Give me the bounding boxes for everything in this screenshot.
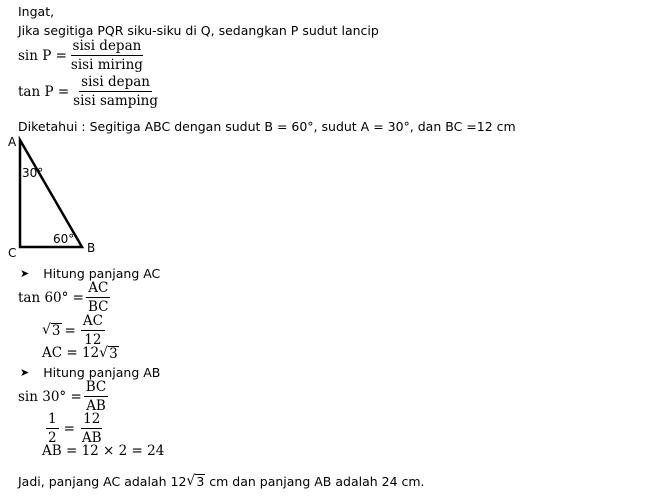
- step2-line2-num: 12: [83, 411, 101, 427]
- radical-icon: √: [99, 344, 109, 361]
- step2-line1-den: AB: [86, 398, 106, 414]
- ac-sqrt-expression: [99, 346, 119, 361]
- step2-line2-fraction: [80, 411, 104, 446]
- triangle-abc: [20, 140, 82, 247]
- sine-denominator: sisi miring: [70, 57, 143, 73]
- step2-line2-den: AB: [81, 430, 102, 446]
- ac-radicand: 3: [109, 345, 118, 362]
- arrowhead-bullet-icon: ➤: [20, 267, 30, 280]
- step2-line3: AB = 12 × 2 = 24: [42, 443, 165, 459]
- sqrt3-radicand: 3: [51, 323, 61, 339]
- step1-line3: [42, 345, 119, 361]
- radical-icon: √: [42, 322, 51, 338]
- step2-line1-num: BC: [85, 379, 107, 395]
- tangent-denominator: sisi samping: [73, 93, 159, 109]
- step1-title-text: Hitung panjang AC: [43, 266, 161, 281]
- angle-b-label: 60°: [53, 232, 75, 246]
- step1-line2-num: AC: [82, 313, 103, 329]
- step2-line1-fraction: [84, 379, 109, 414]
- step1-line2-equals: =: [64, 322, 76, 339]
- sine-numerator: sisi depan: [72, 38, 142, 54]
- step1-line1-num: AC: [88, 280, 109, 296]
- conclusion-part1: Jadi, panjang AC adalah 12: [18, 474, 187, 489]
- intro-rule: Jika segitiga PQR siku-siku di Q, sedangkan P sudut lancip: [18, 23, 379, 38]
- step1-line1: [18, 280, 113, 315]
- conclusion-radicand: 3: [196, 474, 205, 489]
- sine-fraction: [69, 38, 145, 73]
- tangent-lhs: tan P =: [18, 83, 70, 100]
- step1-line2-den: 12: [84, 332, 102, 348]
- vertex-c-label: C: [8, 246, 17, 260]
- step2-title-text: Hitung panjang AB: [43, 365, 161, 380]
- tangent-numerator: sisi depan: [81, 74, 150, 90]
- angle-a-label: 30°: [22, 166, 44, 180]
- step2-line1-lhs: sin 30° =: [18, 388, 82, 405]
- sqrt3-expression: [42, 323, 62, 338]
- arrowhead-bullet-icon: ➤: [20, 366, 30, 379]
- conclusion: [18, 474, 425, 489]
- vertex-b-label: B: [87, 241, 96, 255]
- radical-icon: √: [186, 473, 196, 489]
- step2-line1: [18, 379, 110, 414]
- step1-line2-fraction: [81, 313, 105, 348]
- tangent-definition: [18, 74, 162, 109]
- step1-line1-fraction: [86, 280, 111, 315]
- given-statement: Diketahui : Segitiga ABC dengan sudut B = 60°, sudut A = 30°, dan BC =12 cm: [18, 119, 516, 134]
- conclusion-sqrt: [186, 474, 205, 489]
- sine-definition: [18, 38, 147, 73]
- half-numerator: 1: [48, 411, 57, 427]
- half-denominator: 2: [48, 430, 57, 446]
- sine-lhs: sin P =: [18, 47, 67, 64]
- step2-title: [20, 365, 160, 380]
- vertex-a-label: A: [8, 135, 17, 149]
- intro-heading: Ingat,: [18, 4, 55, 19]
- conclusion-part2: cm dan panjang AB adalah 24 cm.: [205, 474, 425, 489]
- step1-line2: [42, 313, 107, 348]
- step1-line1-lhs: tan 60° =: [18, 289, 84, 306]
- tangent-fraction: [71, 74, 160, 109]
- step1-line1-den: BC: [88, 299, 109, 315]
- half-fraction: [46, 411, 59, 446]
- step1-line3-lhs: AC = 12: [42, 345, 100, 361]
- step2-line2-equals: =: [63, 420, 75, 437]
- step2-line2: [44, 411, 106, 446]
- triangle-diagram: [0, 132, 110, 260]
- step1-title: [20, 266, 160, 281]
